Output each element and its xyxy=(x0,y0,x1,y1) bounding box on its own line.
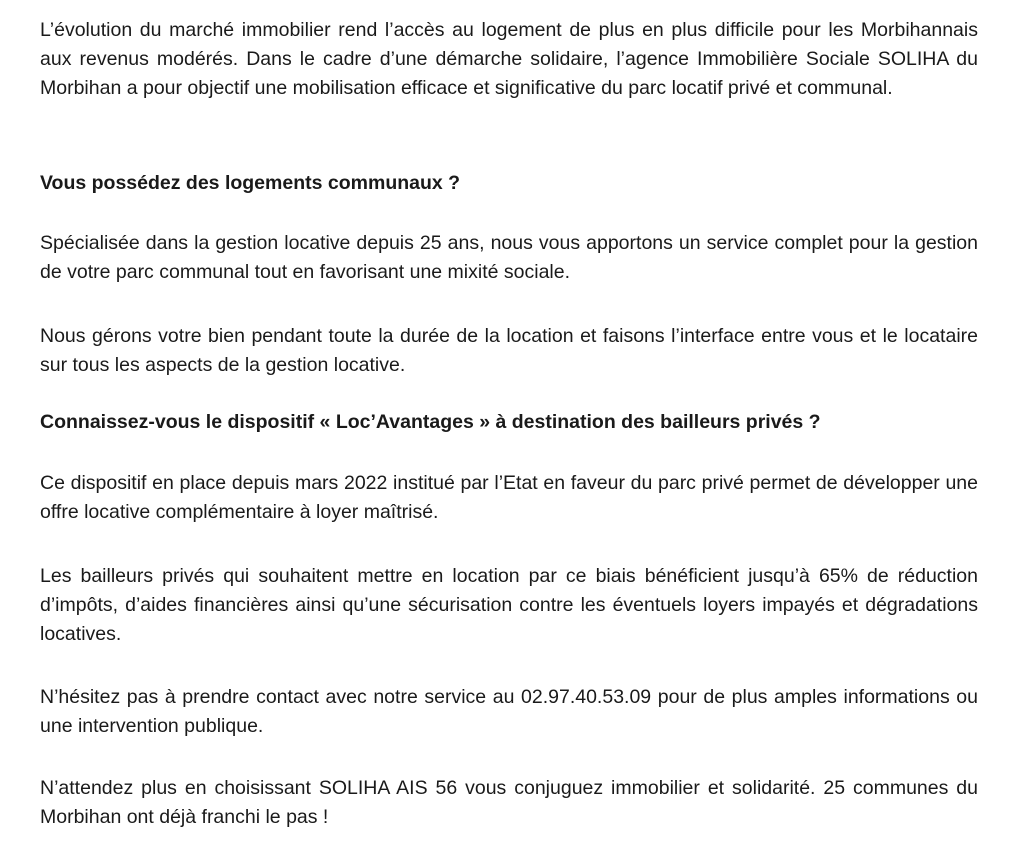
contact-paragraph: N’hésitez pas à prendre contact avec notre service au 02.97.40.53.09 pour de plus amples informations ou une intervention publique. xyxy=(40,686,978,737)
locavantages-paragraph-benefits: Les bailleurs privés qui souhaitent mettre en location par ce biais bénéficient jusqu’à 65% de réduction d’impôts, d’aides financières ainsi qu’une sécurisation contre les éventuels loyers impayés et dégradations locatives. xyxy=(40,565,978,645)
locavantages-paragraph-scheme: Ce dispositif en place depuis mars 2022 institué par l’Etat en faveur du parc privé permet de développer une offre locative complémentaire à loyer maîtrisé. xyxy=(40,472,978,523)
intro-paragraph: L’évolution du marché immobilier rend l’accès au logement de plus en plus difficile pour les Morbihannais aux revenus modérés. Dans le cadre d’une démarche solidaire, l’agence Immobilière Sociale SOLIHA du Morbihan a pour objectif une mobilisation efficace et significative du parc locatif privé et communal. xyxy=(40,19,978,99)
heading-locavantages: Connaissez-vous le dispositif « Loc’Avantages » à destination des bailleurs privés ? xyxy=(40,411,821,433)
communal-paragraph-management: Nous gérons votre bien pendant toute la durée de la location et faisons l’interface entre vous et le locataire sur tous les aspects de la gestion locative. xyxy=(40,325,978,376)
heading-communal-housing: Vous possédez des logements communaux ? xyxy=(40,172,461,194)
closing-paragraph: N’attendez plus en choisissant SOLIHA AIS 56 vous conjuguez immobilier et solidarité. 25 communes du Morbihan ont déjà franchi le pas ! xyxy=(40,777,978,828)
communal-paragraph-service: Spécialisée dans la gestion locative depuis 25 ans, nous vous apportons un service complet pour la gestion de votre parc communal tout en favorisant une mixité sociale. xyxy=(40,232,978,283)
